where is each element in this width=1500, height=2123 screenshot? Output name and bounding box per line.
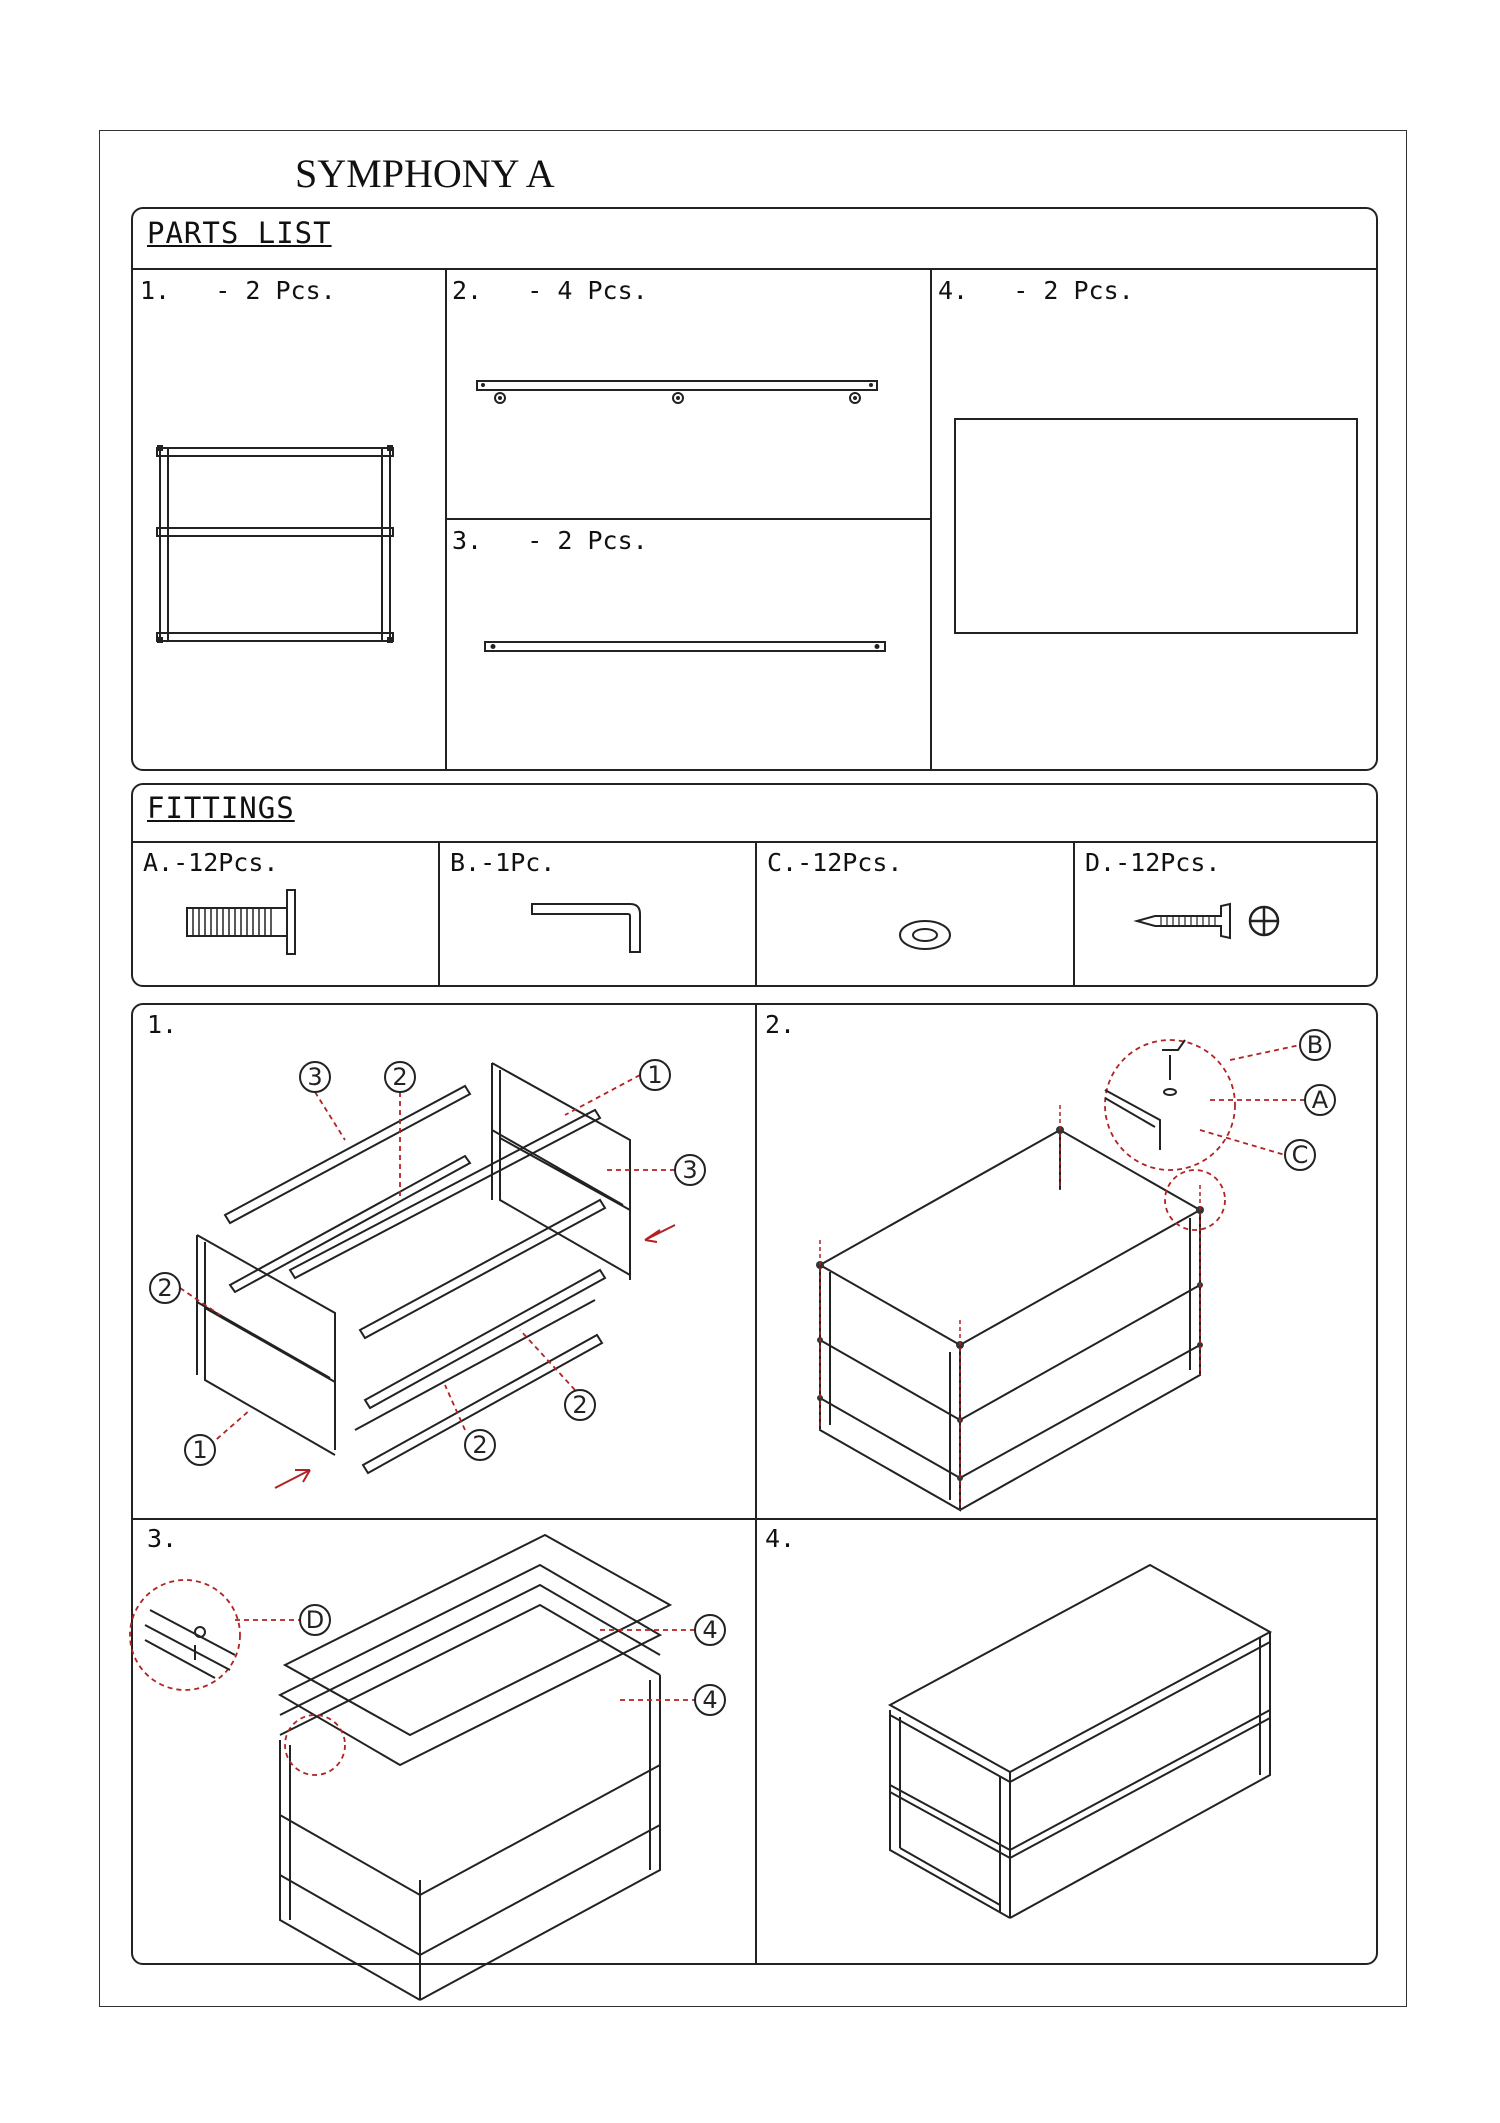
step-1-number: 1. [147,1010,178,1039]
allen-key-icon [530,902,645,957]
parts-list-divider [131,268,1378,270]
callout-3-right: 3 [682,1156,698,1184]
callout-4-top: 4 [702,1616,718,1644]
callout-2-bottom: 2 [472,1431,488,1459]
screw-icon [1135,902,1233,942]
steps-row-divider [131,1518,1378,1520]
step-1-exploded-diagram [135,1030,750,1510]
callout-1-left: 1 [192,1436,208,1464]
fitting-b-label: B.-1Pc. [450,848,556,877]
callout-4-bottom: 4 [702,1686,718,1714]
callout-2-top: 2 [392,1063,408,1091]
step-2-assembly-diagram [760,1020,1375,1510]
step-3-number: 3. [147,1524,178,1553]
fitting-d-label: D.-12Pcs. [1085,848,1221,877]
washer-icon [898,918,954,952]
part-4-panel [954,418,1358,634]
fitting-a-label: A.-12Pcs. [143,848,279,877]
part-2-rail [475,378,885,408]
parts-row-divider [445,518,930,520]
step-4-number: 4. [765,1524,796,1553]
step-3-panels-diagram [140,1540,750,1950]
callout-a: A [1311,1086,1329,1114]
phillips-head-icon [1247,904,1281,938]
callout-2-left: 2 [157,1274,173,1302]
fittings-col-divider-3 [1073,841,1075,987]
fittings-col-divider-1 [438,841,440,987]
callout-b: B [1306,1031,1324,1059]
parts-list-heading: PARTS LIST [147,216,332,250]
part-2-label: 2. - 4 Pcs. [452,276,648,305]
part-1-label: 1. - 2 Pcs. [140,276,336,305]
fittings-col-divider-2 [755,841,757,987]
fitting-c-label: C.-12Pcs. [767,848,903,877]
parts-col-divider-2 [930,268,932,771]
step-4-finished-diagram [880,1560,1280,1930]
bolt-icon [185,888,305,958]
steps-col-divider [755,1003,757,1965]
document-title: SYMPHONY A [295,151,555,196]
part-1-side-frame [155,445,400,650]
part-4-label: 4. - 2 Pcs. [938,276,1134,305]
callout-c: C [1291,1141,1309,1169]
callout-1-right: 1 [647,1061,663,1089]
callout-3-top: 3 [307,1063,323,1091]
part-3-label: 3. - 2 Pcs. [452,526,648,555]
step-2-number: 2. [765,1010,796,1039]
part-3-bar [483,640,893,656]
callout-2-right: 2 [572,1391,588,1419]
callout-d: D [305,1606,325,1634]
fittings-heading: FITTINGS [147,791,295,825]
